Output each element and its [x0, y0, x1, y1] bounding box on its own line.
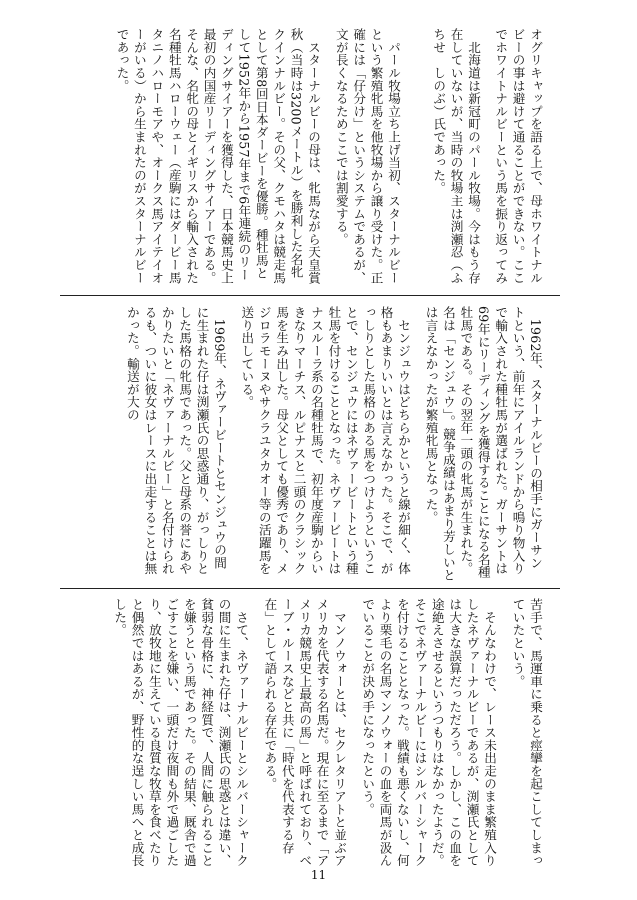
paragraph-star-nalbie-acquisition: パール牧場立ち上げ当初、スターナルビーという繁殖牝馬を他牧場から譲り受けた。正確には「仔分け」というシステムであるが、文が長くなるためここでは割愛する。 [333, 28, 401, 284]
paragraph-transport-trouble: 苦手で、馬運車に乗ると痙攣を起こしてしまっていたという。 [510, 598, 543, 867]
text-tier-2 [78, 306, 544, 582]
paragraph-star-nalbie-pedigree: スターナルビーの母は、牝馬ながら天皇賞秋（当時は3200メートル）を勝利した名牝クインナルビー。その父、クモハタは競走馬として第8回日本ダービーを優勝。種牡馬として1952年から1957年まで6年連続のリーディングサイアーを獲得した、日本競馬史上最初の内国産リーディングサイアーである。そんな、名牝の母とイギリスから輸入された名種牡馬ハローウェー（産駒にはダービー馬タニノハローモアや、オークス馬アイテイオーがいる）から生まれたのがスターナルビーであった。 [114, 28, 321, 284]
paragraph-senju-birth: 1962年、スターナルビーの相手にガーサントという、前年にアイルランドから鳴り物入りで輸入された種牡馬が選ばれた。ガーサントは69年にリーディングを獲得することになる名種牡馬である。その翌年一頭の牝馬が生まれた。名は「センジュウ」。競争成績はあまり芳しいとは言えなかったが繁殖牝馬となった。 [423, 306, 543, 582]
paragraph-white-nalbie-birth: さて、ネヴァーナルビーとシルバーシャークの間に生まれた仔は、渕瀬氏の思惑とは違い、貧弱な骨格に、神経質で、人間に触られることを嫌うという馬であった。その結果、厩舎で過ごすことを嫌い、一頭だけ夜間も外で過ごしたり、放牧地に生えている良質な牧草を食べたりと偶然ではあるが、野性的な逞しい馬へと成長した。 [112, 598, 249, 867]
paragraph-silver-shark: そんなわけで、レース未出走のまま繁殖入りしたネヴァーナルビーであるが、渕瀬氏としては大きな誤算だっただろう。しかし、この血を途絶えさせるというつもりはなかったようだ。そこでネヴァーナルビーにはシルバーシャークを付けることとなった。戦績も悪くないし、何より栗毛の名馬マンノウォーの血を両馬が汲んでいることが決め手になったという。 [360, 598, 497, 867]
paragraph-intro: オグリキャップを語る上で、母ホワイトナルビーの事は避けて通ることができない。ここでホワイトナルビーという馬を振り返ってみ [493, 28, 543, 284]
text-tier-3 [78, 598, 544, 868]
paragraph-pearl-farm: 北海道は新冠町のパール牧場。今はもう存在していないが、当時の牧場主は渕瀬忍（ふちせ しのぶ）氏であった。 [431, 28, 481, 284]
tier-divider [60, 295, 560, 296]
paragraph-man-o-war: マンノウォーとは、セクレタリアトと並ぶアメリカを代表する名馬だ。現在に至るまで「アメリカ競馬史上最高の馬」と呼ばれており、ベーブ・ルースなどと共に「時代を代表する存在」として語られる存在である。 [262, 598, 347, 867]
paragraph-never-beat: センジュウはどちらかというと線が細く、体格もあまりいいとは言えなかった。そこで、がっしりとした馬格のある馬をつけようということで、センジュウにはネヴァービートという種牡馬を付けることとなった。ネヴァービートはナスルーラ系の名種牡馬で、初年度産駒からいきなりマーチス、ルピナスと二頭のクラシック馬を生み出した。母父としても優秀であり、メジロラモーヌやサクラユタカオー等の活躍馬を送り出している。 [239, 306, 411, 575]
text-tier-1 [78, 28, 544, 290]
tier-divider [60, 588, 560, 589]
page-number: 11 [310, 868, 327, 882]
paragraph-never-nalbie: 1969年、ネヴァービートとセンジュウの間に生まれた仔は渕瀬氏の思惑通り、がっしりとした馬格の牝馬であった。父と母系の誉にあやかりたいと「ネヴァーナルビー」と名付けられるも、ついに彼女はレースに出走することは無かった。輸送が大の [124, 306, 227, 575]
